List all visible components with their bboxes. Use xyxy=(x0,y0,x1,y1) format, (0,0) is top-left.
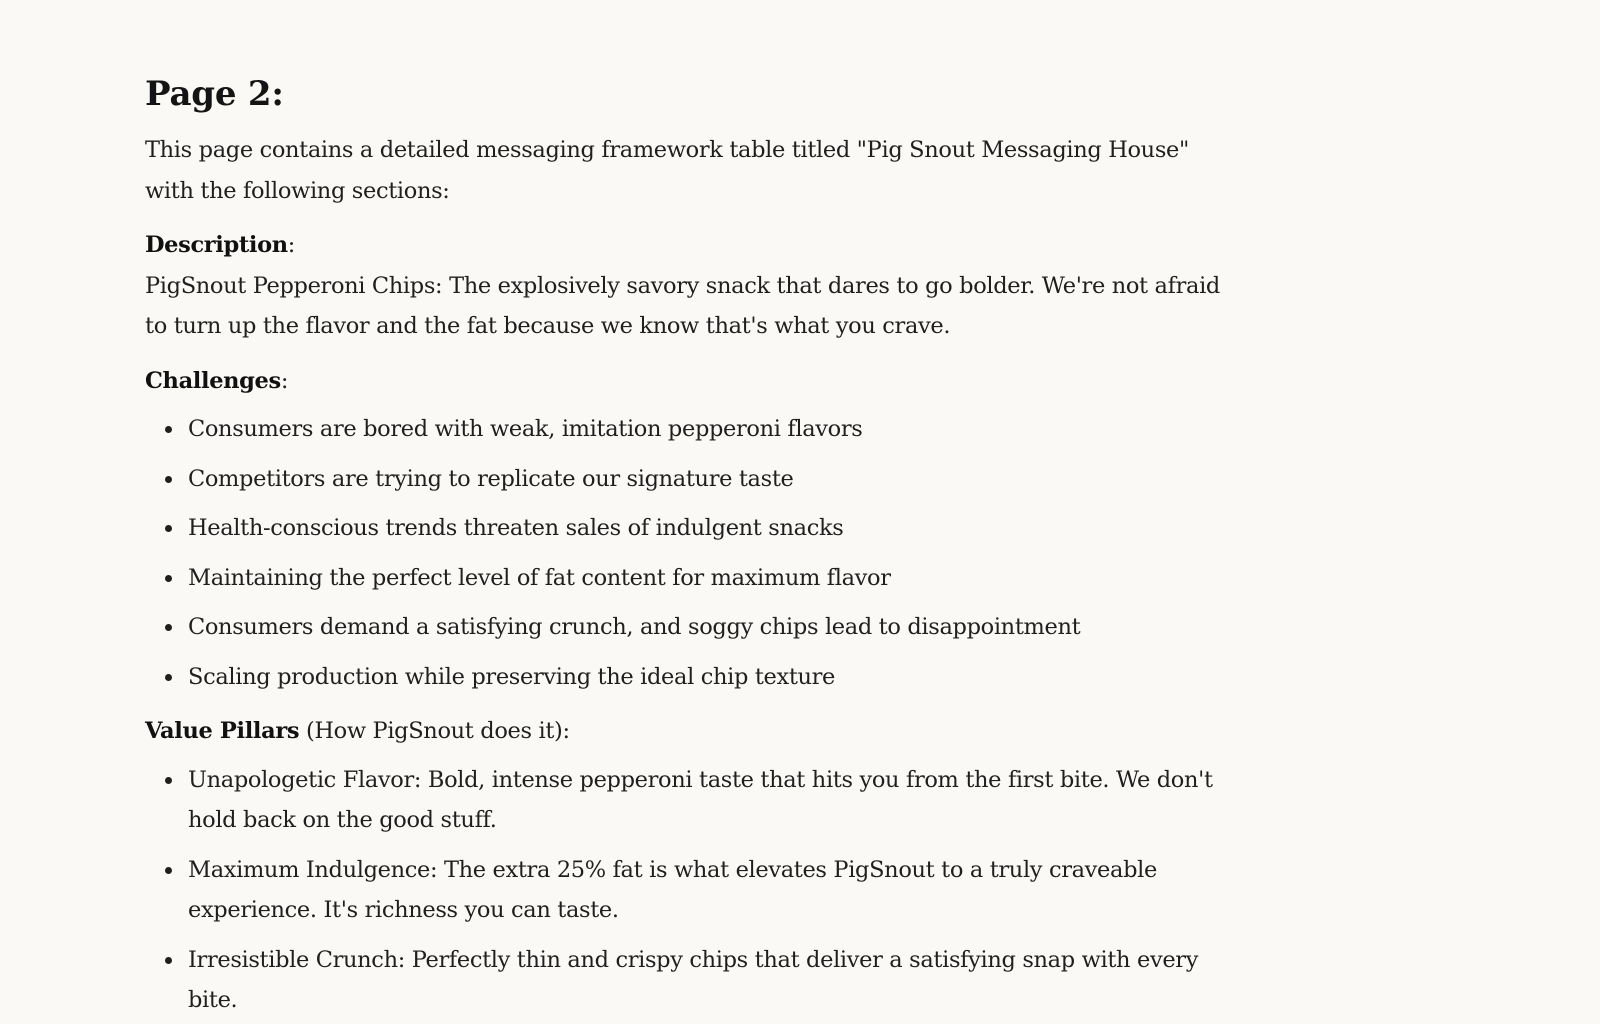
challenge-item xyxy=(188,657,1225,698)
challenge-item xyxy=(188,607,1225,648)
bullet-icon xyxy=(165,674,172,681)
description-heading xyxy=(145,225,1225,266)
challenges-label: Challenges xyxy=(145,367,281,394)
bullet-icon xyxy=(165,426,172,433)
value-pillars-list xyxy=(145,760,1225,1021)
value-pillar-item-text: Unapologetic Flavor: Bold, intense pepperoni taste that hits you from the first bite. We don't hold back on the good stuff. xyxy=(188,766,1213,833)
document-content xyxy=(145,60,1225,1024)
value-pillar-item xyxy=(188,760,1225,841)
bullet-icon xyxy=(165,624,172,631)
challenges-list xyxy=(145,409,1225,697)
challenge-item-text: Maintaining the perfect level of fat content for maximum flavor xyxy=(188,564,891,591)
challenge-item xyxy=(188,459,1225,500)
bullet-icon xyxy=(165,476,172,483)
challenge-item xyxy=(188,558,1225,599)
value-pillars-label: Value Pillars xyxy=(145,718,300,744)
description-text: PigSnout Pepperoni Chips: The explosively savory snack that dares to go bolder. We're not afraid to turn up the flavor and the fat because we know that's what you crave. xyxy=(145,272,1220,339)
value-pillar-item-text: Irresistible Crunch: Perfectly thin and crispy chips that deliver a satisfying snap with every bite. xyxy=(188,946,1199,1013)
description-label-suffix: : xyxy=(287,232,296,258)
description-label: Description xyxy=(145,232,288,258)
challenge-item-text: Competitors are trying to replicate our signature taste xyxy=(188,465,794,492)
bullet-icon xyxy=(165,867,172,874)
bullet-icon xyxy=(165,957,172,964)
value-pillars-heading xyxy=(145,711,1225,752)
bullet-icon xyxy=(165,575,172,582)
challenge-item-text: Health-conscious trends threaten sales of indulgent snacks xyxy=(188,515,844,541)
challenge-item xyxy=(188,409,1225,450)
challenge-item-text: Consumers demand a satisfying crunch, and soggy chips lead to disappointment xyxy=(188,614,1081,640)
value-pillar-item-text: Maximum Indulgence: The extra 25% fat is what elevates PigSnout to a truly craveable experience. It's richness you can taste. xyxy=(188,856,1157,923)
challenge-item-text: Consumers are bored with weak, imitation pepperoni flavors xyxy=(188,416,863,442)
value-pillars-label-suffix: (How PigSnout does it): xyxy=(299,718,570,744)
challenge-item-text: Scaling production while preserving the ideal chip texture xyxy=(188,663,836,690)
intro-paragraph: This page contains a detailed messaging framework table titled "Pig Snout Messaging House" with the following sections: xyxy=(145,137,1189,204)
challenge-item xyxy=(188,508,1225,549)
value-pillar-item xyxy=(188,940,1225,1021)
value-pillar-item xyxy=(188,850,1225,931)
challenges-label-suffix: : xyxy=(280,367,289,394)
challenges-heading xyxy=(145,361,1225,402)
page-title: Page 2: xyxy=(145,74,284,114)
bullet-icon xyxy=(165,777,172,784)
bullet-icon xyxy=(165,525,172,532)
